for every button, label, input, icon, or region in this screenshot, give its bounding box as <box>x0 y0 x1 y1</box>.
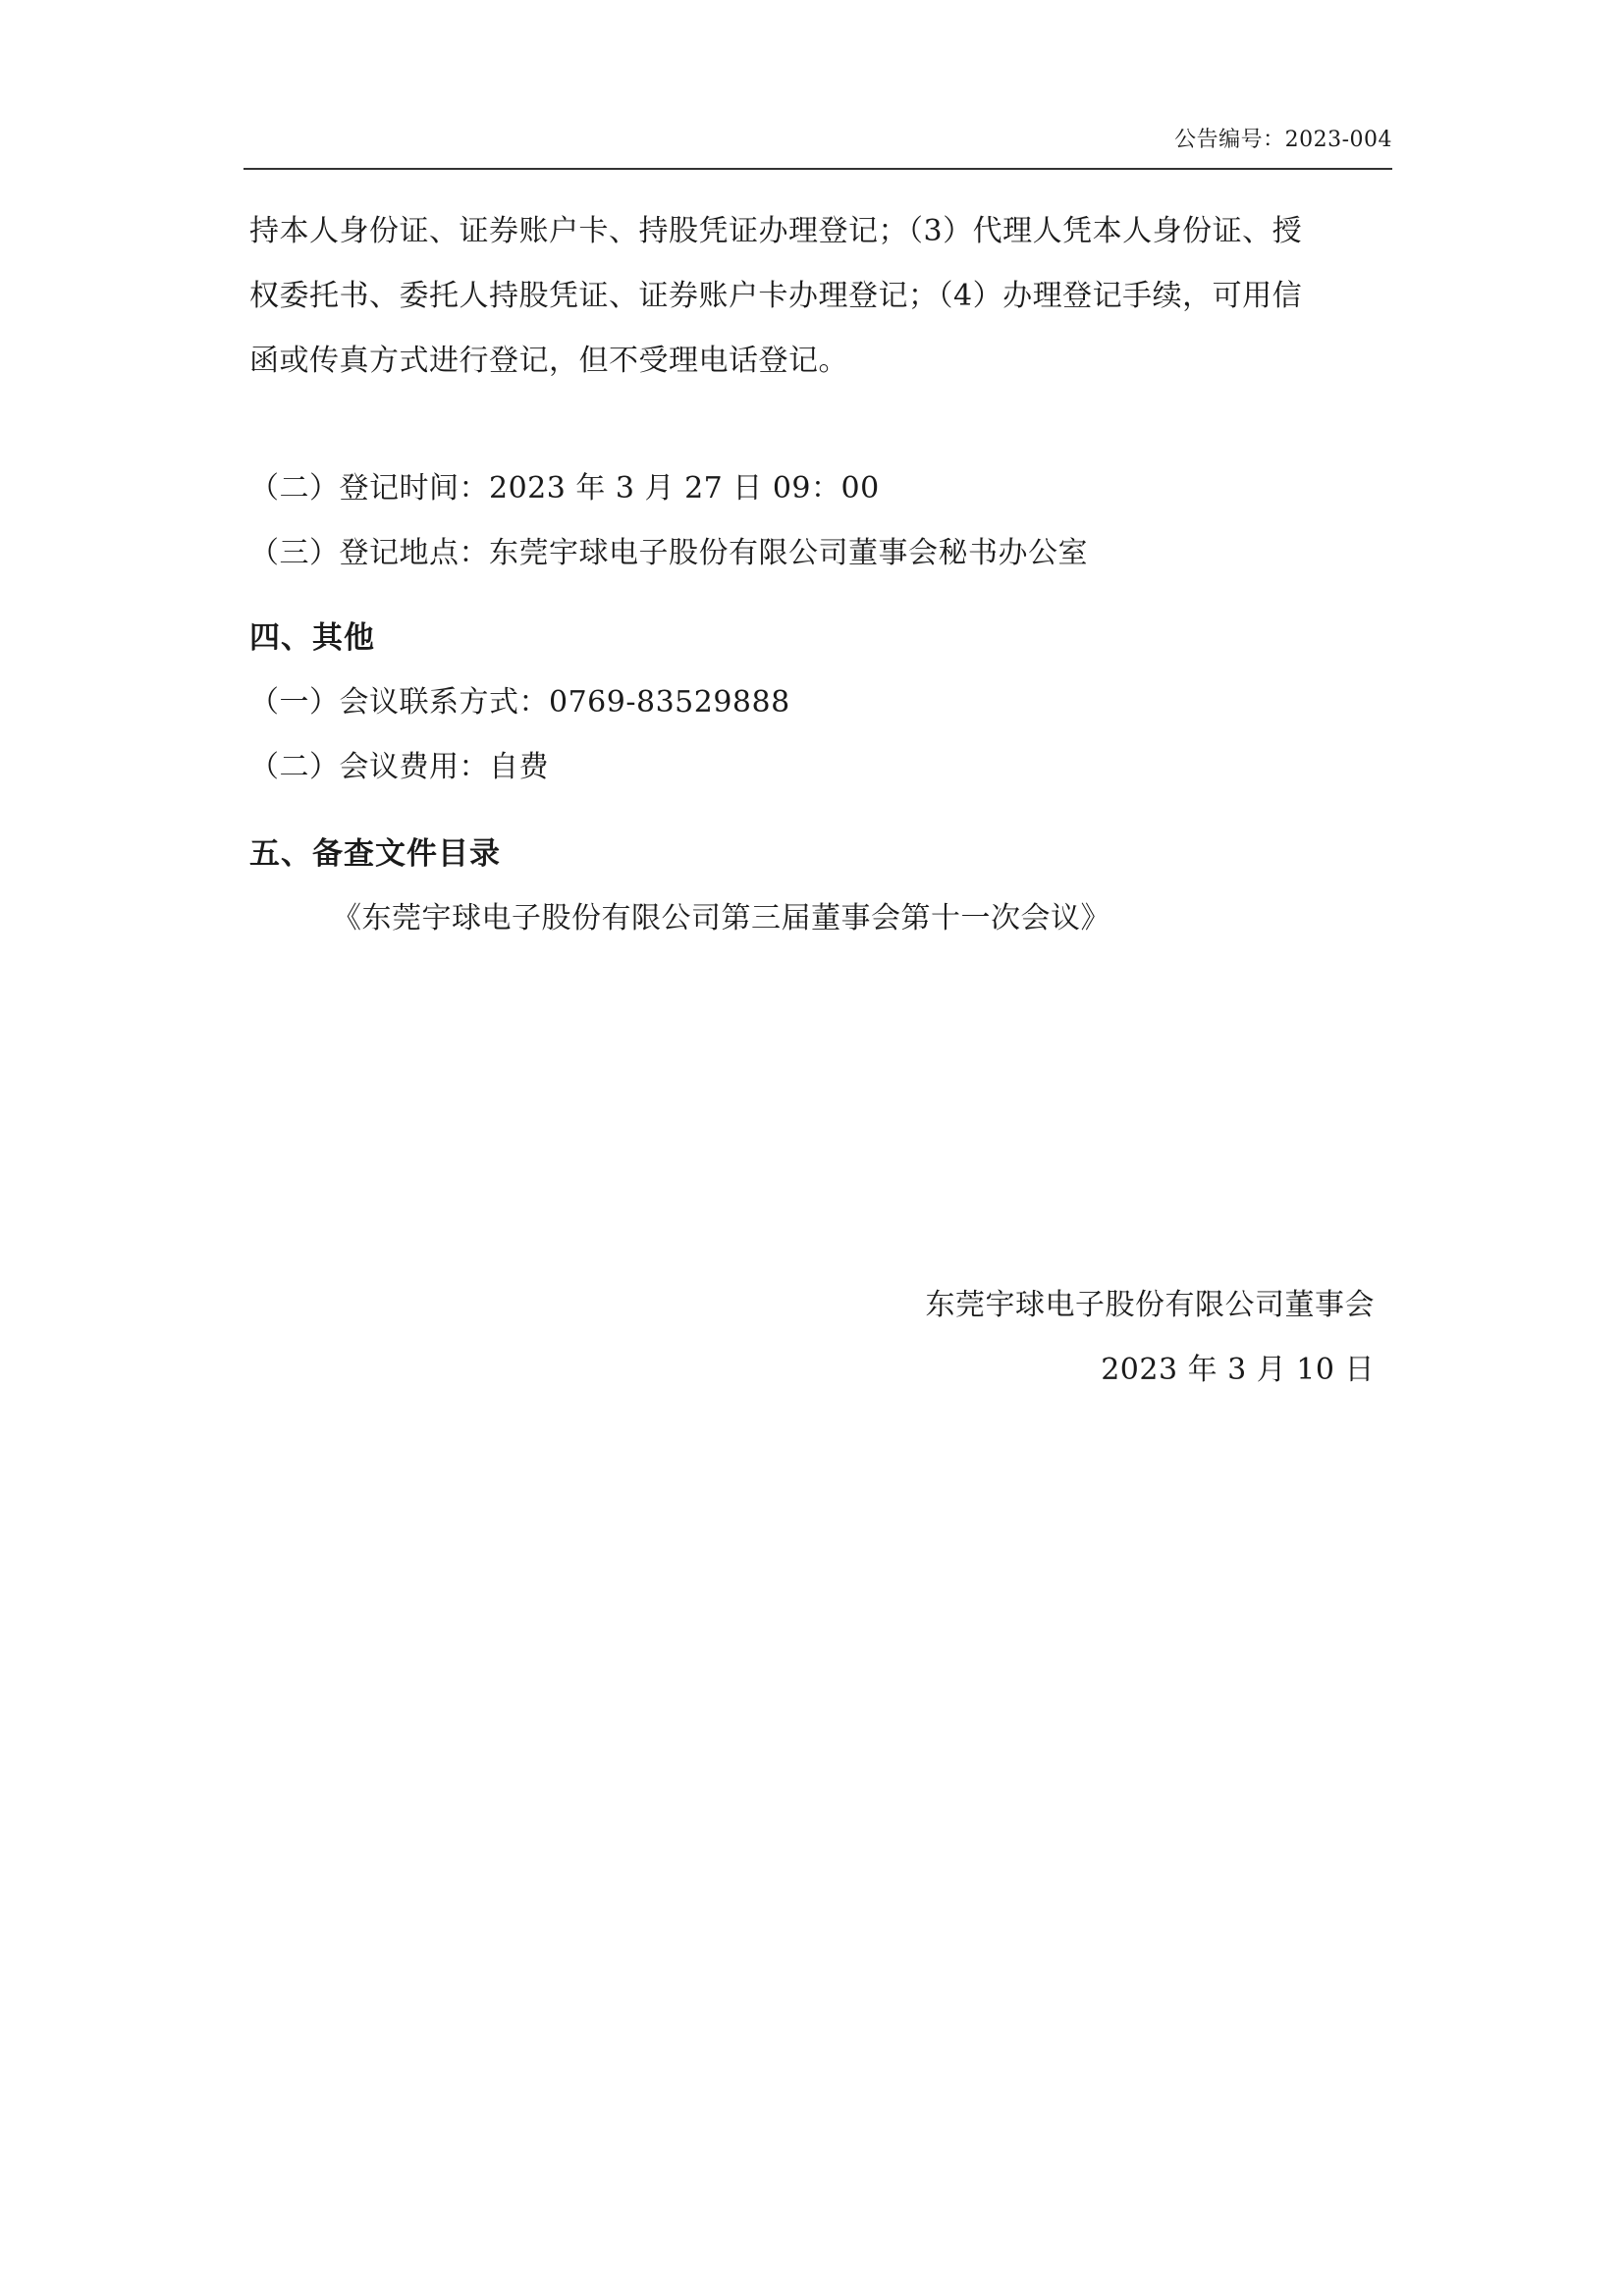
section-5-heading: 五、备查文件目录 <box>249 836 501 872</box>
contact-info: （一）会议联系方式：0769-83529888 <box>249 685 790 720</box>
meeting-fee: （二）会议费用：自费 <box>249 750 549 784</box>
signature-company: 东莞宇球电子股份有限公司董事会 <box>925 1288 1375 1322</box>
paragraph-line-2: 权委托书、委托人持股凭证、证券账户卡办理登记；（4）办理登记手续，可用信 <box>249 279 1303 313</box>
page-header <box>244 113 1392 170</box>
reference-document: 《东莞宇球电子股份有限公司第三届董事会第十一次会议》 <box>332 901 1110 935</box>
announcement-number: 公告编号：2023-004 <box>1174 128 1392 152</box>
paragraph-line-3: 函或传真方式进行登记，但不受理电话登记。 <box>249 344 848 378</box>
paragraph-line-1: 持本人身份证、证券账户卡、持股凭证办理登记；（3）代理人凭本人身份证、授 <box>249 214 1303 248</box>
registration-time: （二）登记时间：2023 年 3 月 27 日 09：00 <box>249 471 880 506</box>
section-4-heading: 四、其他 <box>249 620 375 656</box>
signature-date: 2023 年 3 月 10 日 <box>1101 1353 1375 1387</box>
registration-place: （三）登记地点：东莞宇球电子股份有限公司董事会秘书办公室 <box>249 536 1088 570</box>
